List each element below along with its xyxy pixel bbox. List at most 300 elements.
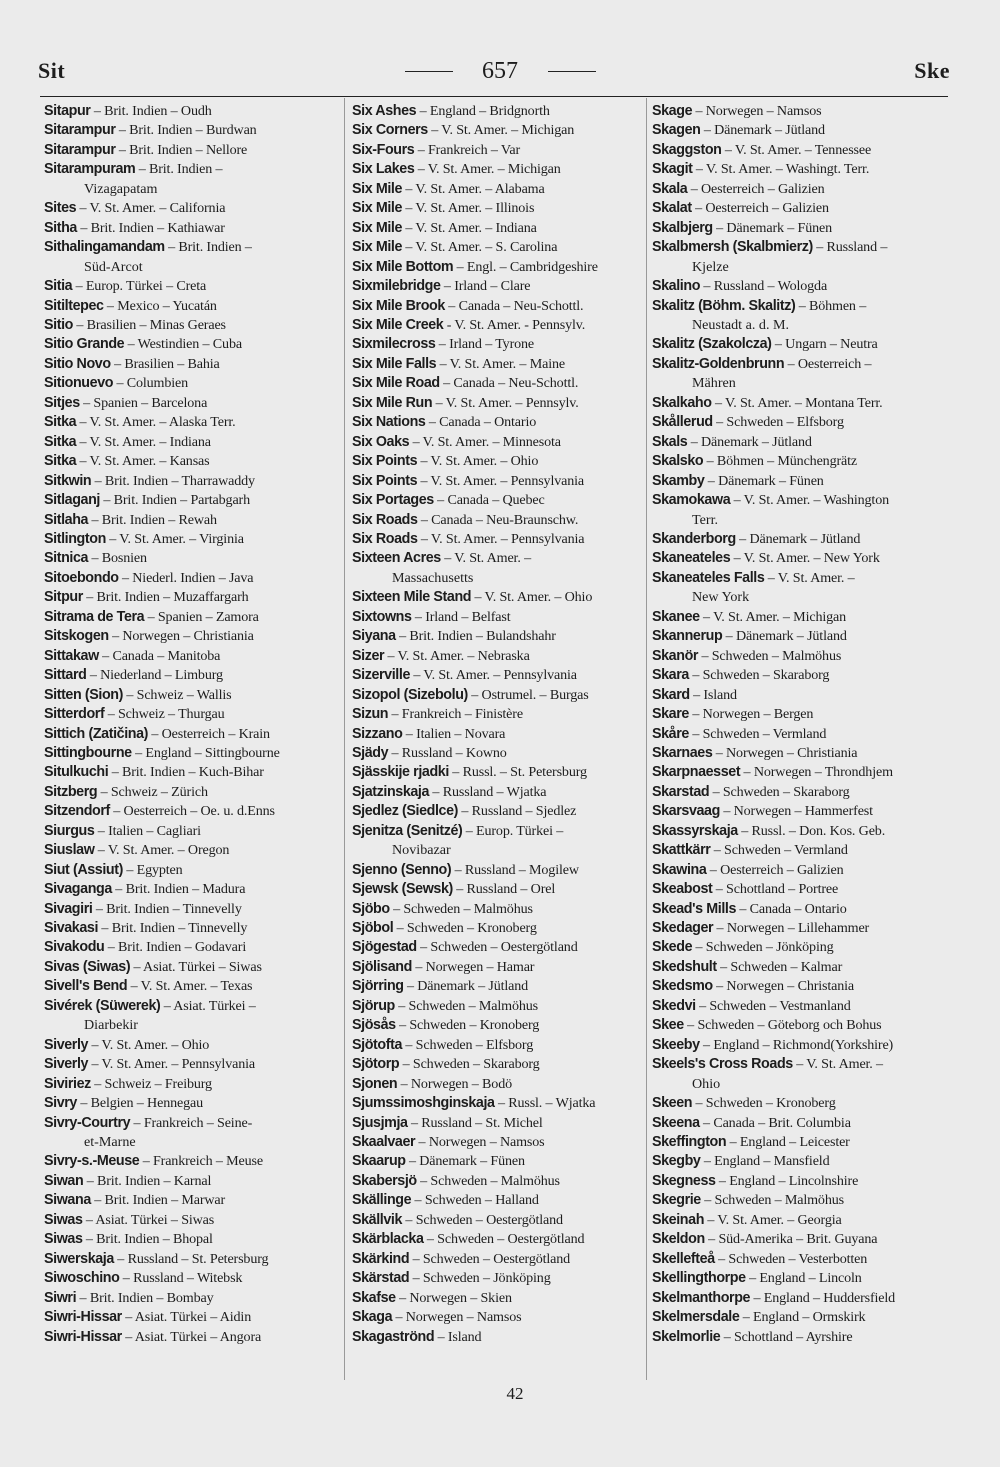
entry-term: Six Mile — [352, 239, 403, 256]
entry-term: Skeinah — [652, 1211, 705, 1228]
entry-term: Sitskogen — [44, 628, 109, 645]
entry-term: Six Mile Falls — [352, 355, 437, 372]
entry-description: – England – Mansfield — [700, 1153, 830, 1170]
entries-column-middle — [352, 102, 644, 1347]
entry-description: – V. St. Amer. – Tennessee — [721, 141, 872, 158]
entry — [352, 958, 644, 977]
entry-description: – Süd-Amerika – Brit. Guyana — [704, 1231, 878, 1248]
entry — [352, 725, 644, 744]
entry-term: Skagen — [652, 122, 701, 139]
entry — [652, 530, 944, 549]
entry-description: – Schweden – Skaraborg — [399, 1056, 540, 1073]
entry — [44, 530, 336, 549]
entry-term: Sitka — [44, 433, 77, 450]
entry-description: – Brit. Indien – Muzaffargarh — [82, 589, 249, 606]
entry-description: – England – Bridgnorth — [416, 103, 550, 119]
entry — [652, 1269, 944, 1288]
entry-description: – V. St. Amer. – — [764, 569, 855, 586]
entry — [652, 491, 944, 530]
entry-description: – Schweden – Kronoberg — [692, 1095, 836, 1112]
entry-term: Skållerud — [652, 414, 713, 431]
entry — [652, 1094, 944, 1113]
entry-term: Skamby — [652, 472, 705, 489]
entry-description: – Spanien – Barcelona — [79, 394, 208, 411]
entry — [352, 297, 644, 316]
entry-description: – V. St. Amer. – Pennsylv. — [432, 394, 579, 411]
entry — [652, 1308, 944, 1327]
entry-description: – V. St. Amer. – Alabama — [402, 180, 545, 197]
entry-term: Sivakasi — [44, 920, 99, 937]
entry — [352, 530, 644, 549]
entry-description: – Schweden – Kronoberg — [393, 920, 537, 937]
entry — [652, 783, 944, 802]
entry-term: Sjonen — [352, 1075, 398, 1092]
entry — [352, 1269, 644, 1288]
entry — [352, 452, 644, 471]
entry — [652, 1114, 944, 1133]
entry — [352, 608, 644, 627]
entry-term: Siwerskaja — [44, 1250, 114, 1267]
entry — [44, 511, 336, 530]
entry-description: – Schweden – Kronoberg — [395, 1017, 540, 1034]
entry-term: Skead's Mills — [652, 900, 737, 917]
entry — [44, 1114, 336, 1153]
entry-description: - V. St. Amer. - Pennsylv. — [443, 316, 586, 333]
entry-term: Sjörup — [352, 997, 395, 1014]
entry — [44, 958, 336, 977]
entry-description: – V. St. Amer. – Ohio — [88, 1036, 210, 1053]
entry-description: – Schweden – Halland — [411, 1192, 539, 1209]
entry-description: – V. St. Amer. – Washington — [730, 492, 889, 509]
entry — [44, 997, 336, 1036]
entry — [44, 666, 336, 685]
entry — [652, 1328, 944, 1347]
entry — [352, 880, 644, 899]
entry-description: – V. St. Amer. – Georgia — [704, 1211, 842, 1228]
entry-term: Sivérek (Süwerek) — [44, 997, 161, 1014]
entry-description: – Frankreich – Finistère — [388, 706, 523, 723]
entry-description: – V. St. Amer. – Pennsylvania — [88, 1056, 255, 1073]
entry-description: – V. St. Amer. – Indiana — [402, 219, 537, 236]
entry-term: Skalsko — [652, 453, 704, 470]
entry-term: Skalbjerg — [652, 219, 713, 236]
entry — [652, 335, 944, 354]
entry-description: – Canada – Neu-Schottl. — [439, 375, 579, 392]
entry-description: – Egypten — [123, 861, 183, 878]
entry-description: – Schweden – Vesterbotten — [714, 1250, 868, 1267]
entry-term: Skelmanthorpe — [652, 1289, 751, 1306]
entry-term: Skaalvaer — [352, 1134, 416, 1151]
entry-term: Skaarup — [352, 1153, 406, 1170]
entry-term: Sivas (Siwas) — [44, 958, 131, 975]
entry-description: – Asiat. Türkei – Siwas — [130, 958, 262, 975]
entry-description: – Westindien – Cuba — [124, 336, 242, 353]
entry-description: – Schweden – Malmöhus — [389, 900, 533, 917]
entry-description: – Schweden – Skaraborg — [709, 783, 850, 800]
entry-description: – Schweden – Vestmanland — [695, 997, 851, 1014]
entry — [352, 802, 644, 821]
entry-term: Sixteen Acres — [352, 550, 441, 567]
entry-description: – Schweden – Vermland — [688, 725, 827, 742]
entry-description: – Schweden – Elfsborg — [402, 1036, 534, 1053]
entry-description: – Asiat. Türkei – Siwas — [82, 1211, 215, 1228]
entry — [44, 413, 336, 432]
entry — [44, 316, 336, 335]
entry — [44, 861, 336, 880]
entry — [44, 355, 336, 374]
entry-description: – Schweden – Malmöhus — [700, 1192, 844, 1209]
entry-description: – V. St. Amer. – Ohio — [471, 589, 593, 606]
entry-term: Siwas — [44, 1211, 83, 1228]
entry-term: Skassyrskaja — [652, 822, 738, 839]
entry-term: Skalitz (Szakolcza) — [652, 336, 772, 353]
signature-mark: 42 — [506, 1384, 524, 1403]
entry-description: – Russland – St. Petersburg — [113, 1250, 269, 1267]
entry-description: – Island — [689, 686, 737, 703]
entry — [44, 802, 336, 821]
entry — [44, 919, 336, 938]
entry — [352, 1211, 644, 1230]
entry-description: – V. St. Amer. – Montana Terr. — [711, 394, 883, 411]
entry-description: – Niederland – Limburg — [86, 667, 223, 684]
entry-term: Skanör — [652, 647, 699, 664]
entry — [44, 160, 336, 199]
entry-description: – Norwegen – Bodö — [397, 1075, 512, 1092]
entry-term: Sitlaha — [44, 511, 89, 528]
entry — [44, 608, 336, 627]
entry — [352, 1191, 644, 1210]
entry — [44, 141, 336, 160]
entry — [352, 355, 644, 374]
entry-term: Skals — [652, 433, 688, 450]
header-rule — [40, 96, 948, 97]
entry-description: – V. St. Amer. – Nebraska — [384, 647, 530, 664]
entry-description: – Schweden – Kalmar — [716, 958, 843, 975]
entry-description: – Asiat. Türkei – — [160, 997, 256, 1014]
entry-term: Skarpnaesset — [652, 764, 741, 781]
entry-term: Skelmorlie — [652, 1328, 721, 1345]
column-divider-1 — [344, 98, 345, 1380]
entry-term: Skärkind — [352, 1250, 410, 1267]
entry — [352, 472, 644, 491]
entry — [44, 394, 336, 413]
entry-term: Sjösås — [352, 1017, 396, 1034]
entry — [352, 666, 644, 685]
entry-description: – V. St. Amer. – Texas — [127, 978, 253, 995]
entry-term: Skanee — [652, 608, 700, 625]
entry — [44, 569, 336, 588]
entry-description: – Schweden – Skaraborg — [688, 667, 830, 684]
entry — [352, 997, 644, 1016]
entry — [352, 1036, 644, 1055]
entry — [652, 958, 944, 977]
entry-description: – Russland – Wjatka — [429, 783, 547, 800]
entry-term: Sjögestad — [352, 939, 417, 956]
entry-description: – Brit. Indien – Rewah — [88, 511, 217, 528]
entry-description: – Canada – Neu-Braunschw. — [417, 511, 579, 528]
entry — [352, 1250, 644, 1269]
entry — [44, 822, 336, 841]
entry-term: Skeen — [652, 1095, 693, 1112]
entry — [352, 1075, 644, 1094]
entry-term: Sivagiri — [44, 900, 93, 917]
entry — [652, 841, 944, 860]
entry-description: – Russland – Sjedlez — [458, 803, 577, 820]
entry-term: Skede — [652, 939, 693, 956]
entry-term: Skällvik — [352, 1211, 403, 1228]
entry-description: – Schweden – Oestergötland — [409, 1250, 571, 1267]
entry-description: – Niederl. Indien – Java — [118, 569, 254, 586]
entry — [352, 511, 644, 530]
entry — [652, 472, 944, 491]
entry-term: Siwri — [44, 1289, 77, 1306]
entry — [652, 549, 944, 568]
entry-term: Skedsmo — [652, 978, 713, 995]
entry — [352, 1114, 644, 1133]
entry-term: Sitka — [44, 453, 77, 470]
entry-term: Skannerup — [652, 628, 723, 645]
entry — [652, 997, 944, 1016]
entry-term: Skedager — [652, 920, 714, 937]
entry-description: – Schweiz – Thurgau — [104, 706, 225, 723]
entry-description: – V. St. Amer. – Maine — [436, 355, 565, 372]
entry-description: – V. St. Amer. – Kansas — [76, 453, 210, 470]
entry-description: – Böhmen – Münchengrätz — [703, 453, 857, 470]
entry — [352, 1094, 644, 1113]
entry-term: Six Mile — [352, 219, 403, 236]
entry-term: Six Mile — [352, 180, 403, 197]
entry-term: Sizer — [352, 647, 385, 664]
entry-term: Six Points — [352, 472, 418, 489]
entry-description: – V. St. Amer. – Illinois — [402, 200, 535, 217]
entry — [352, 374, 644, 393]
entry-continuation: Kjelze — [692, 258, 729, 275]
entry-description: – Brasilien – Bahia — [110, 355, 220, 372]
entry-term: Sithalingamandam — [44, 239, 165, 256]
entry-description: – Oesterreich – Galizien — [706, 861, 844, 878]
entry-description: – England – Huddersfield — [750, 1289, 896, 1306]
entry — [44, 277, 336, 296]
entry-description: – Schweden – Vermland — [710, 842, 848, 859]
entry-description: – Frankreich – Seine- — [130, 1114, 253, 1131]
entry-term: Skalat — [652, 200, 692, 217]
entry-description: – Norwegen – Namsos — [692, 103, 822, 119]
entry-description: – Schweden – Göteborg och Bohus — [683, 1017, 882, 1034]
entry-term: Skeldon — [652, 1231, 705, 1248]
entry-description: – Irland – Belfast — [411, 608, 511, 625]
entry-description: – Brit. Indien – Nellore — [115, 141, 248, 158]
entry — [44, 1075, 336, 1094]
entry-term: Sitterdorf — [44, 706, 105, 723]
entry-description: – Asiat. Türkei – Aidin — [121, 1309, 252, 1326]
entry-description: – England – Ormskirk — [739, 1309, 866, 1326]
entry-term: Sitio Novo — [44, 355, 111, 372]
entry-description: – England – Sittingbourne — [131, 744, 280, 761]
entry-term: Sittakaw — [44, 647, 99, 664]
entry-description: – Brit. Indien – Karnal — [83, 1172, 212, 1189]
entry-description: – Dänemark – Jütland — [687, 433, 812, 450]
entry-description: – Dänemark – Jütland — [700, 122, 825, 139]
entry — [652, 1016, 944, 1035]
entry — [352, 900, 644, 919]
entry-description: – Schweden – Oestergötland — [416, 939, 578, 956]
entry-term: Sizun — [352, 706, 389, 723]
entry — [352, 491, 644, 510]
entry-term: Sixteen Mile Stand — [352, 589, 472, 606]
entry-description: – Russland – Mogilew — [451, 861, 579, 878]
entry-description: – Russland – — [812, 239, 888, 256]
entry-term: Six Roads — [352, 511, 418, 528]
entry-term: Sivry-Courtry — [44, 1114, 131, 1131]
entry-description: – Dänemark – Fünen — [712, 219, 833, 236]
entry-term: Skard — [652, 686, 690, 703]
entry-description: – V. St. Amer. – Ohio — [417, 453, 539, 470]
entry-description: – V. St. Amer. – Alaska Terr. — [76, 414, 236, 431]
entry-description: – Norwegen – Namsos — [392, 1309, 522, 1326]
entry-description: – Canada – Brit. Columbia — [699, 1114, 851, 1131]
entry-term: Sitio Grande — [44, 336, 125, 353]
entry-description: – Europ. Türkei – — [462, 822, 564, 839]
entry — [652, 277, 944, 296]
entry — [44, 725, 336, 744]
entry-description: – V. St. Amer. – Washingt. Terr. — [692, 161, 870, 178]
entry-term: Sjewsk (Sewsk) — [352, 881, 453, 898]
entry-description: – Ostrumel. – Burgas — [467, 686, 589, 703]
entry-description: – V. St. Amer. – Indiana — [76, 433, 211, 450]
entry-term: Skalino — [652, 278, 701, 295]
entry-description: – Brit. Indien – — [164, 239, 252, 256]
entry-description: – England – Leicester — [726, 1134, 850, 1151]
entry-description: – Belgien – Hennegau — [76, 1095, 203, 1112]
entry-term: Sitarampur — [44, 122, 116, 139]
entry — [352, 277, 644, 296]
entry-term: Siwoschino — [44, 1270, 120, 1287]
entry-description: – Brit. Indien – Tinnevelly — [98, 920, 248, 937]
entry-description: – Canada – Ontario — [736, 900, 847, 917]
entry-description: – Canada – Quebec — [433, 492, 545, 509]
entry — [44, 647, 336, 666]
entry — [652, 355, 944, 394]
entry — [652, 1055, 944, 1094]
entry — [652, 938, 944, 957]
entry-description: – Brit. Indien – Tinnevelly — [92, 900, 242, 917]
entry-term: Skara — [652, 667, 689, 684]
entry — [652, 1172, 944, 1191]
entry-continuation: et-Marne — [84, 1134, 136, 1151]
entry-term: Six Lakes — [352, 161, 415, 178]
entry-description: – Oesterreich – — [784, 355, 872, 372]
entry-term: Six Points — [352, 453, 418, 470]
entry — [652, 141, 944, 160]
entry-description: – Dänemark – Fünen — [704, 472, 824, 489]
entry-term: Sizopol (Sizebolu) — [352, 686, 468, 703]
entry-term: Sixmilebridge — [352, 278, 441, 295]
entry — [44, 705, 336, 724]
entry-term: Skärblacka — [352, 1231, 424, 1248]
entry — [44, 627, 336, 646]
entry-term: Skagit — [652, 161, 693, 178]
entry — [652, 297, 944, 336]
entry-description: – Schweden – Jönköping — [409, 1270, 551, 1287]
entry-term: Sitten (Sion) — [44, 686, 123, 703]
entry-term: Sjässkije rjadki — [352, 764, 449, 781]
entry-term: Sittingbourne — [44, 744, 132, 761]
entry-description: – Brit. Indien – Bhopal — [82, 1231, 213, 1248]
entry-term: Siverly — [44, 1036, 89, 1053]
entry-description: – Schweden – Jönköping — [692, 939, 834, 956]
entry-description: – Böhmen – — [795, 297, 867, 314]
entry — [652, 1211, 944, 1230]
entry-description: – V. St. Amer. – New York — [730, 550, 880, 567]
entry-term: Sjörring — [352, 978, 404, 995]
entry-continuation: Diarbekir — [84, 1017, 139, 1034]
entry — [352, 413, 644, 432]
entry-term: Sitzberg — [44, 783, 98, 800]
entry-term: Siyana — [352, 628, 396, 645]
entry-term: Skåre — [652, 725, 689, 742]
entry-term: Skarsvaag — [652, 803, 720, 820]
entry-description: – Schweden – Malmöhus — [698, 647, 842, 664]
entry-description: – Schweiz – Zürich — [97, 783, 208, 800]
entry-term: Sivaganga — [44, 881, 112, 898]
entry-term: Sjöbol — [352, 920, 394, 937]
entry-term: Skaneateles Falls — [652, 569, 765, 586]
entry-description: – Dänemark – Jütland — [403, 978, 529, 995]
entry — [652, 1191, 944, 1210]
entry — [44, 880, 336, 899]
entry-term: Situlkuchi — [44, 764, 109, 781]
entry-term: Skeels's Cross Roads — [652, 1056, 793, 1073]
entry — [652, 666, 944, 685]
entry-continuation: Neustadt a. d. M. — [692, 316, 790, 333]
entry-term: Skegness — [652, 1172, 716, 1189]
entry-term: Sitlaganj — [44, 492, 100, 509]
entry-term: Six Ashes — [352, 103, 417, 119]
entry-description: – V. St. Amer. – — [792, 1056, 883, 1073]
entry-description: – Schweiz – Wallis — [122, 686, 232, 703]
entry — [652, 725, 944, 744]
entry-description: – Italien – Novara — [402, 725, 506, 742]
entry-term: Six Mile Bottom — [352, 258, 454, 275]
entry-term: Skedshult — [652, 958, 717, 975]
entry-term: Sizerville — [352, 667, 410, 684]
entry — [44, 1250, 336, 1269]
entry-description: – Russland – Witebsk — [119, 1270, 243, 1287]
entry — [352, 394, 644, 413]
entry-description: – Bosnien — [88, 550, 147, 567]
entry — [652, 160, 944, 179]
entry-term: Skeabost — [652, 881, 713, 898]
entry — [652, 121, 944, 140]
entry — [352, 822, 644, 861]
entry-description: – Irland – Tyrone — [435, 336, 535, 353]
entry-term: Sitapur — [44, 103, 91, 119]
entry-term: Sjölisand — [352, 958, 412, 975]
entry — [44, 472, 336, 491]
entry — [44, 977, 336, 996]
entry-term: Six Mile Brook — [352, 297, 445, 314]
entry-description: – V. St. Amer. – S. Carolina — [402, 239, 558, 256]
entry — [352, 1133, 644, 1152]
entry — [652, 1230, 944, 1249]
entry-description: – Asiat. Türkei – Angora — [121, 1328, 262, 1345]
entry-description: – England – Lincolnshire — [715, 1172, 859, 1189]
entry-term: Sitarampuram — [44, 161, 136, 178]
entry-description: – Oesterreich – Galizien — [691, 200, 829, 217]
entry-term: Sivry-s.-Meuse — [44, 1153, 140, 1170]
entry-description: – Brasilien – Minas Geraes — [72, 316, 226, 333]
entry-description: – Ungarn – Neutra — [771, 336, 878, 353]
